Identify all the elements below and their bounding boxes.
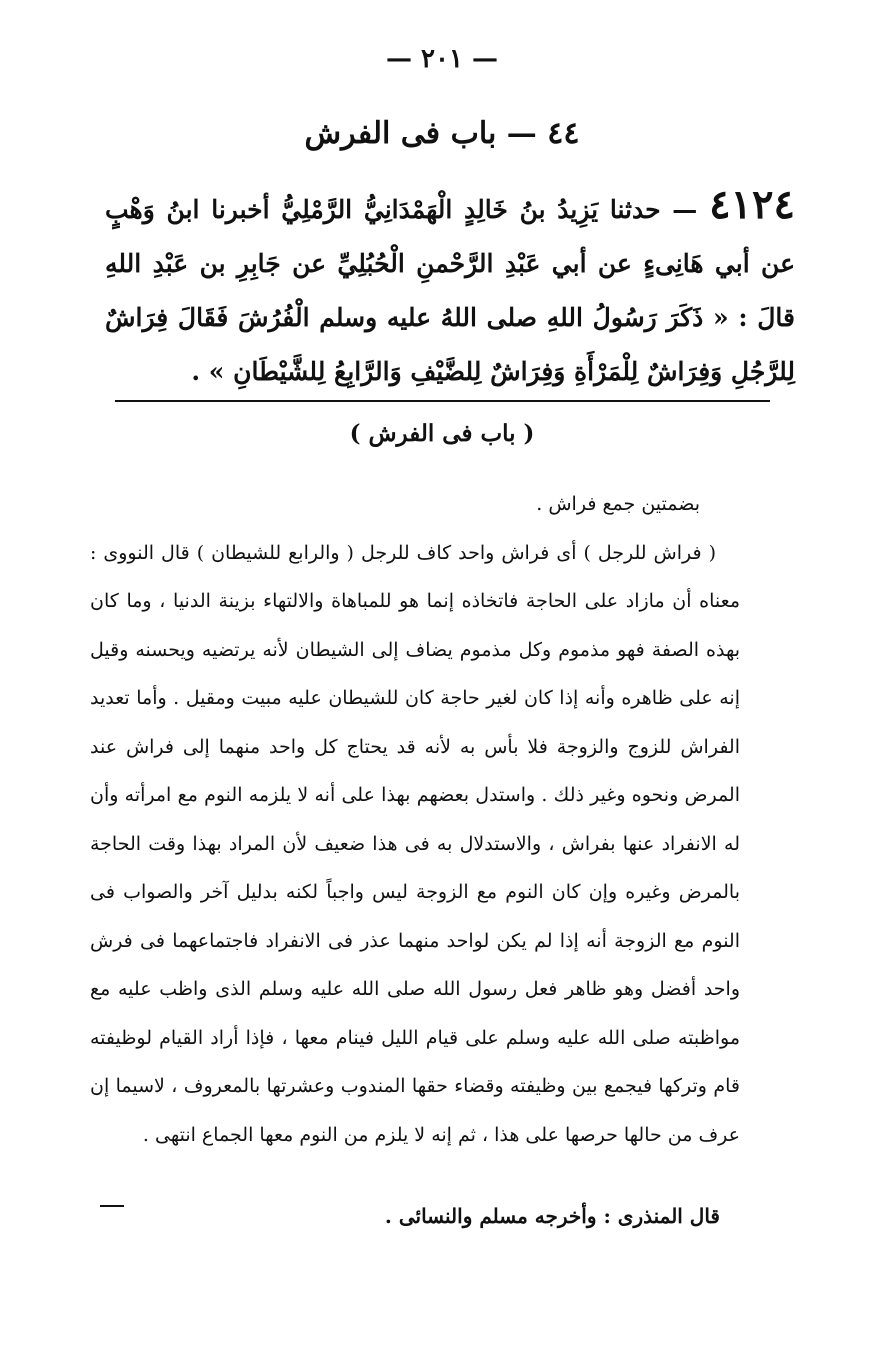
commentary-attribution: قال المنذرى : وأخرجه مسلم والنسائى . [384, 1204, 720, 1228]
commentary-body: ( فراش للرجل ) أى فراش واحد كاف للرجل ( والرابع للشيطان ) قال النووى : معناه أن مازاد على الحاجة فاتخاذه إنما هو للمباهاة والالتهاء بزينة الدنيا ، وما كان بهذه الصفة فهو مذموم وكل مذموم يضاف إلى الشيطان لأنه يرتضيه ويحسنه وقيل إنه على ظاهره وأنه إذا كان لغير حاجة كان للشيطان عليه مبيت ومقيل . وأما تعديد الفراش للزوج والزوجة فلا بأس به لأنه قد يحتاج كل واحد منهما إلى فراش عند المرض ونحوه وغير ذلك . واستدل بعضهم بهذا على أنه لا يلزمه النوم مع امرأته وأن له الانفراد عنها بفراش ، والاستدلال به فى هذا ضعيف لأن المراد بهذا وقت الحاجة بالمرض وغيره وإن كان النوم مع الزوجة ليس واجباً لكنه بدليل آخر والصواب فى النوم مع الزوجة أنه إذا لم يكن لواحد منهما عذر فى الانفراد فاجتماعهما فى فرش واحد أفضل وهو ظاهر فعل رسول الله صلى الله عليه وسلم الذى واظب عليه مع مواظبته صلى الله عليه وسلم على قيام الليل فينام معها ، فإذا أراد القيام لوظيفته قام وتركها فيجمع بين وظيفته وقضاء حقها المندوب وعشرتها بالمعروف ، لاسيما إن عرف من حالها حرصها على هذا ، ثم إنه لا يلزم من النوم معها الجماع انتهى . [90, 541, 740, 1146]
commentary-intro: بضمتين جمع فراش . [536, 493, 700, 515]
commentary-block [90, 480, 740, 1159]
chapter-title: ٤٤ — باب فى الفرش [304, 116, 580, 151]
page-number: — ٢٠١ — [385, 44, 499, 74]
section-divider [115, 400, 770, 402]
hadith-text: — حدثنا يَزِيدُ بنُ خَالِدٍ الْهَمْدَانِيُّ الرَّمْلِيُّ أخبرنا ابنُ وَهْبٍ عن أبي هَانِىءٍ عن أبي عَبْدِ الرَّحْمنِ الْحُبُلِيِّ عن جَابِرِ بن عَبْدِ اللهِ قالَ : « ذَكَرَ رَسُولُ اللهِ صلى اللهُ عليه وسلم الْفُرُشَ فَقَالَ فِرَاشٌ لِلرَّجُلِ وَفِرَاشٌ لِلْمَرْأَةِ وَفِرَاشٌ لِلضَّيْفِ وَالرَّابِعُ لِلشَّيْطَانِ » . [105, 195, 795, 386]
hadith-text-block [105, 178, 795, 399]
hadith-number: ٤١٢٤ [709, 181, 795, 228]
commentary-heading: ( باب فى الفرش ) [349, 420, 535, 447]
